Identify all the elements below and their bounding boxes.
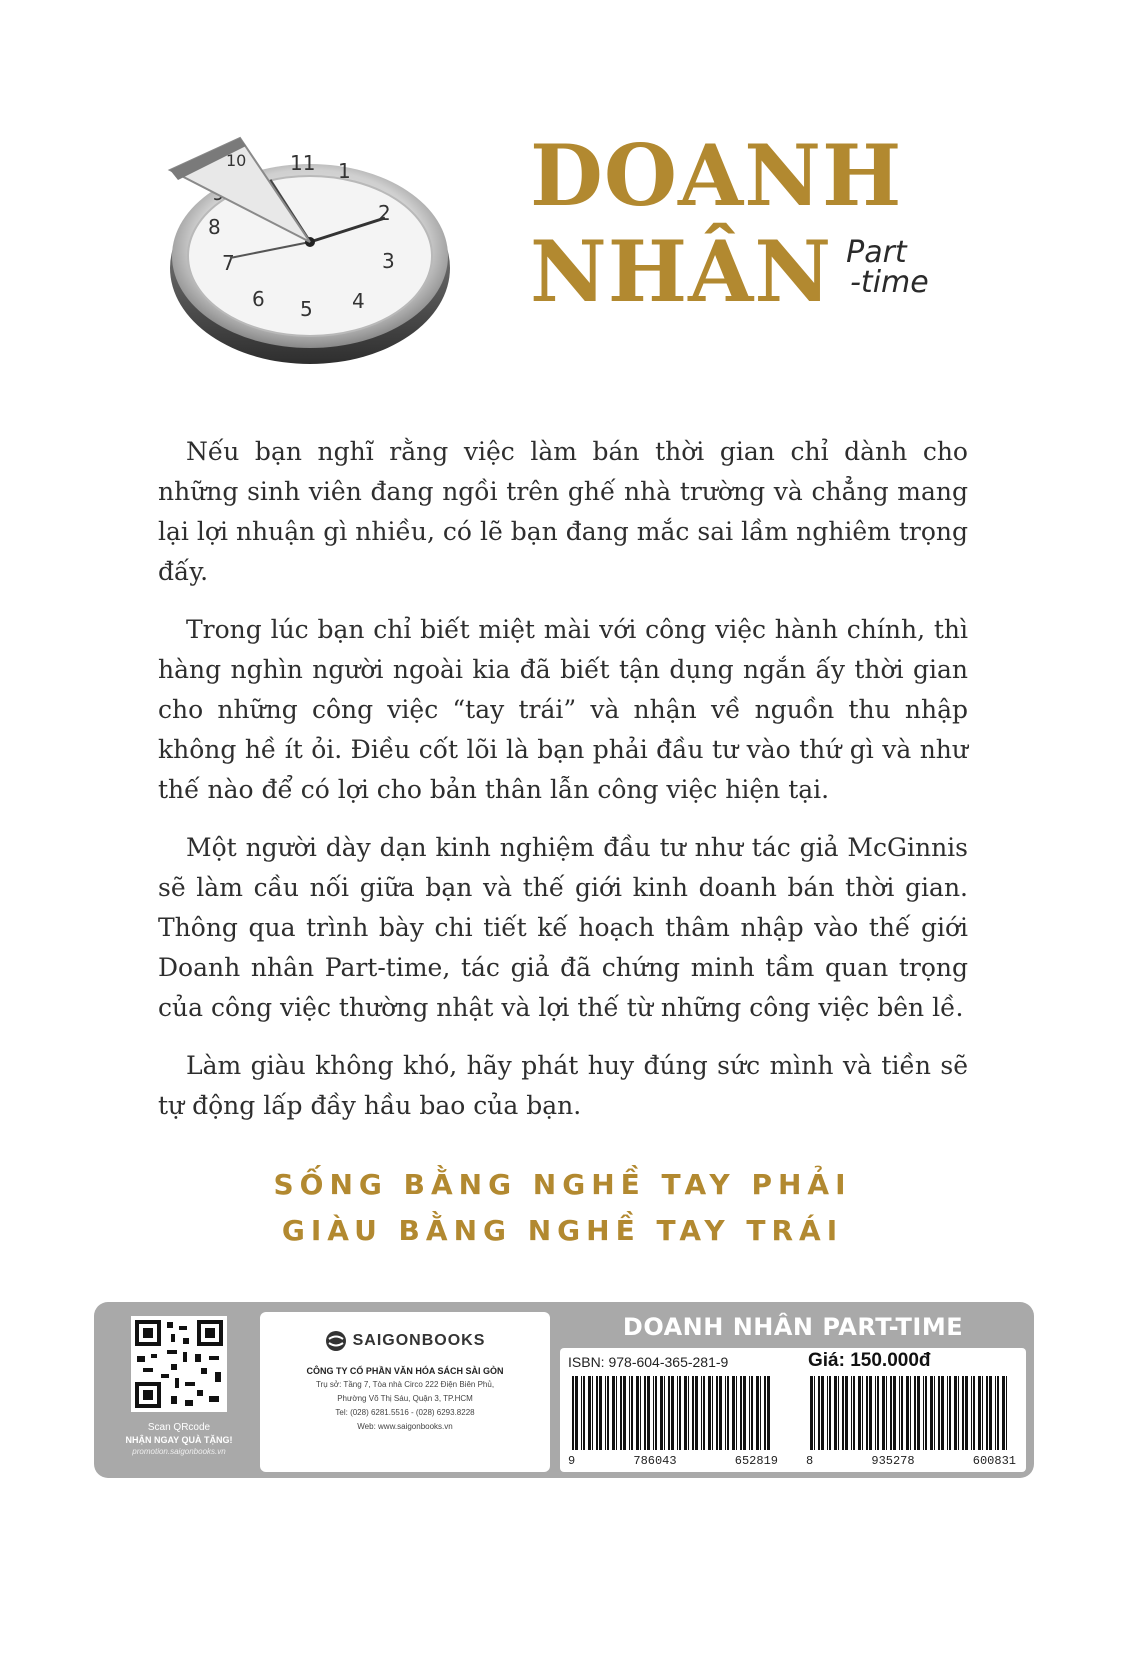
price-barcode-digits	[806, 1454, 1016, 1468]
barcode-bar	[583, 1376, 585, 1450]
barcode-bar	[644, 1376, 646, 1450]
barcode-bar	[934, 1376, 935, 1450]
barcode-bar	[869, 1376, 872, 1450]
title-line-2: NHÂN	[530, 222, 833, 321]
barcode-bar	[862, 1376, 863, 1450]
publisher-logo-text: SAIGONBOOKS	[352, 1332, 486, 1349]
barcode-bar	[978, 1376, 981, 1450]
barcode-bar	[827, 1376, 828, 1450]
barcode-bar	[703, 1376, 705, 1450]
paragraph: Nếu bạn nghĩ rằng việc làm bán thời gian chỉ dành cho những sinh viên đang ngồi trên ghế nhà trường và chẳng mang lại lợi nhuận gì nhiều, có lẽ bạn đang mắc sai lầm nghiêm trọng đấy.	[158, 437, 968, 586]
barcode-bar	[636, 1376, 639, 1450]
barcode-bar	[962, 1376, 964, 1450]
barcode-digit-group: 9	[568, 1454, 576, 1468]
barcode-bar	[671, 1376, 674, 1450]
barcode-bar	[914, 1376, 916, 1450]
barcode-bar	[716, 1376, 718, 1450]
barcode-bar	[842, 1376, 844, 1450]
barcode-bar	[938, 1376, 940, 1450]
barcode-bar	[941, 1376, 944, 1450]
clock-illustration	[160, 130, 460, 370]
publisher-website[interactable]: Web: www.saigonbooks.vn	[357, 1422, 453, 1431]
bottom-info-band	[94, 1302, 1034, 1478]
barcode-digit-group: 652819	[734, 1454, 778, 1468]
barcode-bar	[743, 1376, 746, 1450]
qr-url[interactable]: promotion.saigonbooks.vn	[132, 1447, 226, 1456]
barcode-bar	[882, 1376, 885, 1450]
barcode-bar	[612, 1376, 615, 1450]
publisher-address-2: Phường Võ Thị Sáu, Quận 3, TP.HCM	[337, 1394, 473, 1403]
barcode-bar	[995, 1376, 996, 1450]
barcode-bar	[599, 1376, 602, 1450]
svg-text:10: 10	[226, 151, 247, 170]
barcode-bar	[701, 1376, 702, 1450]
barcode-bar	[756, 1376, 759, 1450]
book-title	[530, 128, 1000, 320]
qr-code-icon[interactable]	[131, 1316, 227, 1412]
barcode-bar	[1002, 1376, 1005, 1450]
part-time-line-1: Part	[846, 235, 907, 270]
barcode-bar	[581, 1376, 582, 1450]
barcode-digit-group: 8	[806, 1454, 814, 1468]
barcode-bar	[947, 1376, 948, 1450]
barcode-bar	[893, 1376, 896, 1450]
barcode-bar	[851, 1376, 852, 1450]
barcode-bar	[767, 1376, 770, 1450]
barcode-bar	[647, 1376, 650, 1450]
barcode-bar	[910, 1376, 911, 1450]
barcode-digit-group: 786043	[633, 1454, 677, 1468]
book-info-title: DOANH NHÂN PART-TIME	[622, 1313, 964, 1341]
publisher-info	[260, 1312, 550, 1472]
barcode-area	[560, 1348, 1026, 1472]
barcode-bar	[736, 1376, 737, 1450]
tagline-line-1: SỐNG BẰNG NGHỀ TAY PHẢI	[273, 1168, 852, 1201]
barcode-bar	[719, 1376, 722, 1450]
barcode-bar	[679, 1376, 681, 1450]
barcode-bar	[923, 1376, 924, 1450]
part-time-script	[846, 235, 929, 300]
barcode-bar	[899, 1376, 900, 1450]
barcode-bar	[764, 1376, 766, 1450]
barcode-bar	[973, 1376, 975, 1450]
barcode-bar	[695, 1376, 698, 1450]
barcode-bar	[575, 1376, 578, 1450]
svg-text:7: 7	[222, 251, 235, 275]
isbn-label: ISBN: 978-604-365-281-9	[568, 1354, 729, 1370]
qr-scan-label: Scan QRcode	[147, 1422, 211, 1433]
barcode-bar	[982, 1376, 983, 1450]
barcode-bar	[901, 1376, 903, 1450]
publisher-logo	[260, 1330, 550, 1352]
barcode-bar	[877, 1376, 879, 1450]
book-info-panel	[560, 1308, 1026, 1474]
saigonbooks-logo-icon	[325, 1330, 347, 1352]
barcode-bar	[886, 1376, 887, 1450]
title-line-1: DOANH	[530, 126, 903, 225]
barcode-bar	[572, 1376, 574, 1450]
price-label: Giá: 150.000đ	[808, 1350, 931, 1371]
barcode-bar	[740, 1376, 742, 1450]
barcode-bar	[712, 1376, 713, 1450]
barcode-bar	[925, 1376, 927, 1450]
barcode-bar	[845, 1376, 848, 1450]
publisher-company: CÔNG TY CỔ PHẦN VĂN HÓA SÁCH SÀI GÒN	[306, 1366, 504, 1376]
barcode-bar	[677, 1376, 678, 1450]
publisher-phone: Tel: (028) 6281.5516 - (028) 6293.8228	[335, 1408, 475, 1417]
barcode-bar	[814, 1376, 815, 1450]
svg-text:1: 1	[338, 159, 351, 183]
barcode-digit-group: 600831	[972, 1454, 1016, 1468]
barcode-bar	[971, 1376, 972, 1450]
barcode-bar	[834, 1376, 837, 1450]
barcode-bar	[958, 1376, 959, 1450]
barcode-bar	[866, 1376, 868, 1450]
tagline-line-2: GIÀU BẰNG NGHỀ TAY TRÁI	[281, 1214, 844, 1247]
isbn-barcode	[568, 1376, 778, 1452]
barcode-bar	[629, 1376, 630, 1450]
barcode-bar	[965, 1376, 968, 1450]
svg-text:3: 3	[382, 249, 395, 273]
barcode-bar	[853, 1376, 855, 1450]
qr-section	[104, 1316, 254, 1476]
isbn-barcode-digits	[568, 1454, 778, 1468]
svg-text:6: 6	[252, 287, 265, 311]
svg-text:2: 2	[378, 201, 391, 225]
part-time-line-2: -time	[850, 265, 929, 300]
barcode-bar	[655, 1376, 657, 1450]
barcode-bar	[708, 1376, 711, 1450]
tagline	[0, 1162, 1125, 1254]
back-cover-description	[158, 432, 968, 1144]
barcode-bar	[810, 1376, 813, 1450]
barcode-bar	[631, 1376, 633, 1450]
barcode-bar	[692, 1376, 694, 1450]
barcode-bar	[684, 1376, 687, 1450]
clock-icon	[160, 130, 460, 370]
publisher-address-1: Trụ sở: Tầng 7, Tòa nhà Circo 222 Điện Biên Phủ,	[315, 1380, 495, 1389]
qr-gift-label: NHẬN NGAY QUÀ TẶNG!	[125, 1435, 233, 1445]
svg-text:4: 4	[352, 289, 365, 313]
barcode-bar	[760, 1376, 761, 1450]
svg-text:5: 5	[300, 297, 313, 321]
paragraph: Trong lúc bạn chỉ biết miệt mài với công việc hành chính, thì hàng nghìn người ngoài kia đã biết tận dụng ngắn ấy thời gian cho những công việc “tay trái” và nhận về nguồn thu nhập không hề ít ỏi. Điều cốt lõi là bạn phải đầu tư vào thứ gì và như thế nào để có lợi cho bản thân lẫn công việc hiện tại.	[158, 615, 968, 804]
barcode-bar	[1006, 1376, 1007, 1450]
barcode-bar	[588, 1376, 591, 1450]
barcode-bar	[725, 1376, 726, 1450]
barcode-bar	[623, 1376, 626, 1450]
barcode-bar	[949, 1376, 951, 1450]
barcode-bar	[660, 1376, 663, 1450]
barcode-bar	[829, 1376, 831, 1450]
barcode-bar	[954, 1376, 957, 1450]
barcode-bar	[930, 1376, 933, 1450]
barcode-bar	[986, 1376, 988, 1450]
barcode-bar	[917, 1376, 920, 1450]
barcode-bar	[751, 1376, 753, 1450]
svg-text:11: 11	[290, 151, 316, 175]
paragraph: Một người dày dạn kinh nghiệm đầu tư như tác giả McGinnis sẽ làm cầu nối giữa bạn và thế giới kinh doanh bán thời gian. Thông qua trình bày chi tiết kế hoạch thâm nhập vào thế giới Doanh nhân Part-time, tác giả đã chứng minh tầm quan trọng của công việc thường nhật và lợi thế từ những công việc bên lề.	[158, 833, 968, 1022]
barcode-bar	[596, 1376, 598, 1450]
barcode-bar	[653, 1376, 654, 1450]
svg-text:8: 8	[208, 215, 221, 239]
barcode-bar	[989, 1376, 992, 1450]
barcode-bar	[605, 1376, 606, 1450]
barcode-bar	[749, 1376, 750, 1450]
barcode-bar	[640, 1376, 641, 1450]
barcode-bar	[607, 1376, 609, 1450]
barcode-bar	[688, 1376, 689, 1450]
barcode-bar	[906, 1376, 909, 1450]
barcode-bar	[858, 1376, 861, 1450]
barcode-bar	[838, 1376, 839, 1450]
barcode-digit-group: 935278	[871, 1454, 915, 1468]
barcode-bar	[732, 1376, 735, 1450]
barcode-bar	[727, 1376, 729, 1450]
barcode-bar	[616, 1376, 617, 1450]
barcode-bar	[620, 1376, 622, 1450]
barcode-bar	[668, 1376, 670, 1450]
paragraph: Làm giàu không khó, hãy phát huy đúng sức mình và tiền sẽ tự động lấp đầy hầu bao của bạn.	[158, 1051, 968, 1120]
price-barcode	[806, 1376, 1016, 1452]
barcode-bar	[664, 1376, 665, 1450]
barcode-bar	[890, 1376, 892, 1450]
barcode-bar	[818, 1376, 820, 1450]
barcode-bar	[997, 1376, 999, 1450]
barcode-bar	[592, 1376, 593, 1450]
barcode-bar	[875, 1376, 876, 1450]
barcode-bar	[821, 1376, 824, 1450]
